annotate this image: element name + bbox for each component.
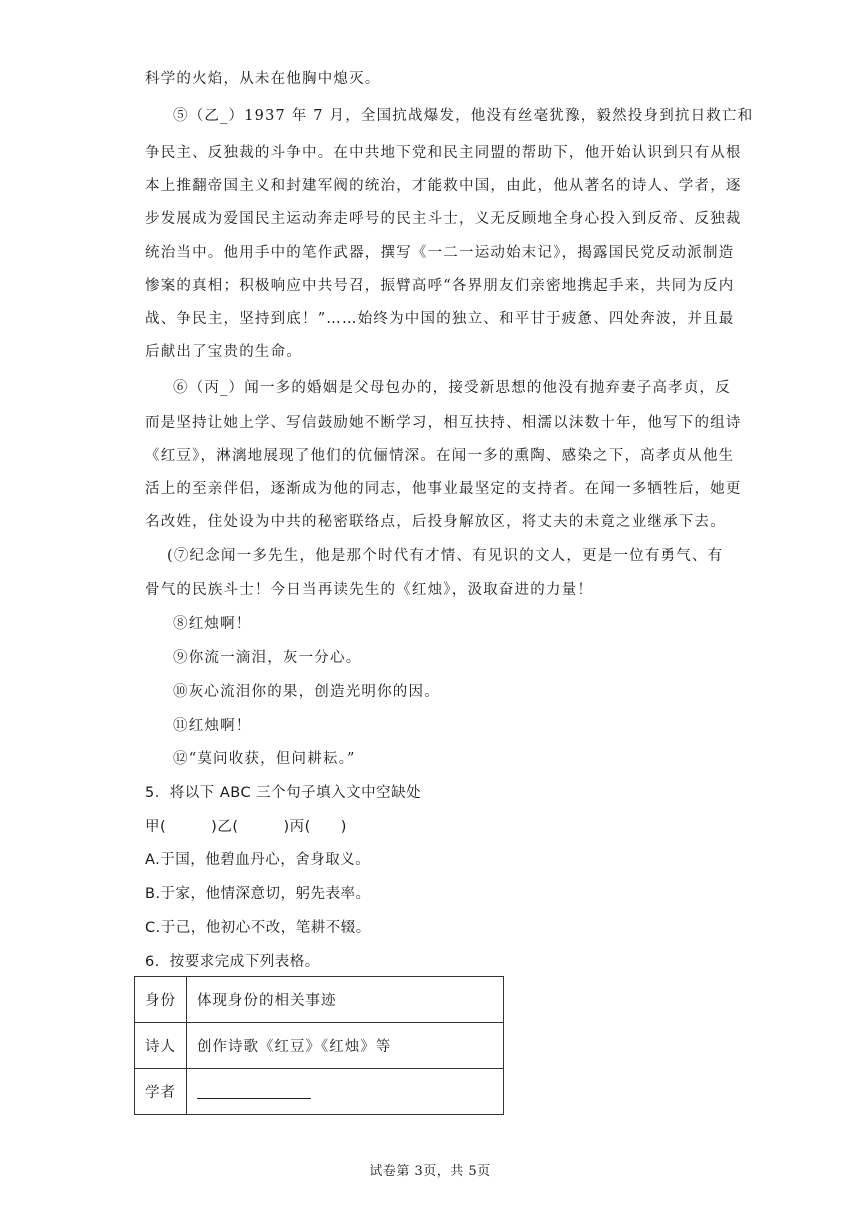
- poem-line: ⑫“莫问收获，但问耕耘。”: [173, 751, 356, 767]
- passage-line: 战、争民主，坚持到底！”……始终为中国的独立、和平甘于疲惫、四处奔波，并且最: [145, 311, 735, 327]
- passage-line: 步发展成为爱国民主运动奔走呼号的民主斗士，义无反顾地全身心投入到反帝、反独裁: [145, 211, 742, 227]
- passage-line: 惨案的真相；积极响应中共号召，振臂高呼“各界朋友们亲密地携起手来，共同为反内: [145, 278, 735, 294]
- passage-line: 统治当中。他用手中的笔作武器，撰写《一二一运动始末记》，揭露国民党反动派制造: [145, 245, 735, 261]
- poem-line: ⑪红烛啊！: [173, 718, 252, 734]
- passage-line: 本上推翻帝国主义和封建军阀的统治，才能救中国，由此，他从著名的诗人、学者，逐: [145, 178, 742, 194]
- passage-line: 名改姓，住处设为中共的秘密联络点，后投身解放区，将丈夫的未竟之业继承下去。: [145, 514, 726, 530]
- table-cell: 身份: [135, 977, 187, 1023]
- question-5-blanks[interactable]: 甲( )乙( )丙( ): [145, 819, 347, 835]
- passage-line: 《红豆》，淋漓地展现了他们的伉俪情深。在闻一多的熏陶、感染之下，高孝贞从他生: [145, 448, 735, 464]
- page-footer: 试卷第 3页，共 5页: [369, 1164, 491, 1179]
- table-row: [135, 1069, 504, 1115]
- passage-line: 争民主、反独裁的斗争中。在中共地下党和民主同盟的帮助下，他开始认识到只有从根: [145, 145, 742, 161]
- table-cell: 创作诗歌《红豆》《红烛》等: [187, 1023, 504, 1069]
- poem-line: ⑩灰心流泪你的果，创造光明你的因。: [173, 684, 440, 700]
- passage-line: ⑤（乙_）1937 年 7 月，全国抗战爆发，他没有丝毫犹豫，毅然投身到抗日救亡和: [173, 108, 754, 124]
- table-cell: 诗人: [135, 1023, 187, 1069]
- table-cell: 体现身份的相关事迹: [187, 977, 504, 1023]
- question-5-title: 5．将以下 ABC 三个句子填入文中空缺处: [145, 785, 422, 801]
- table-row: [135, 977, 504, 1023]
- option-b: B.于家，他情深意切，躬先表率。: [145, 886, 371, 902]
- table-row: [135, 1023, 504, 1069]
- passage-line: 科学的火焰，从未在他胸中熄灭。: [145, 71, 381, 87]
- passage-line: 活上的至亲伴侣，逐渐成为他的同志，他事业最坚定的支持者。在闻一多牺牲后，她更: [145, 481, 742, 497]
- passage-line: 骨气的民族斗士！今日当再读先生的《红烛》，汲取奋进的力量！: [145, 582, 594, 598]
- poem-line: ⑧红烛啊！: [173, 616, 252, 632]
- option-c: C.于己，他初心不改，笔耕不辍。: [145, 920, 371, 936]
- question-6-title: 6．按要求完成下列表格。: [145, 954, 320, 970]
- passage-line: ⑥（丙_）闻一多的婚姻是父母包办的，接受新思想的他没有抛弃妻子高孝贞，反: [173, 380, 731, 396]
- poem-line: ⑨你流一滴泪，灰一分心。: [173, 650, 362, 666]
- passage-line: (⑦纪念闻一多先生，他是那个时代有才情、有见识的文人，更是一位有勇气、有: [167, 548, 724, 564]
- answer-blank[interactable]: [197, 1084, 311, 1099]
- answer-table: [134, 976, 504, 1115]
- answer-cell[interactable]: [187, 1069, 504, 1115]
- passage-line: 后献出了宝贵的生命。: [145, 344, 302, 360]
- option-a: A.于国，他碧血丹心，舍身取义。: [145, 852, 371, 868]
- passage-line: 而是坚持让她上学、写信鼓励她不断学习，相互扶持、相濡以沫数十年，他写下的组诗: [145, 415, 742, 431]
- table-cell: 学者: [135, 1069, 187, 1115]
